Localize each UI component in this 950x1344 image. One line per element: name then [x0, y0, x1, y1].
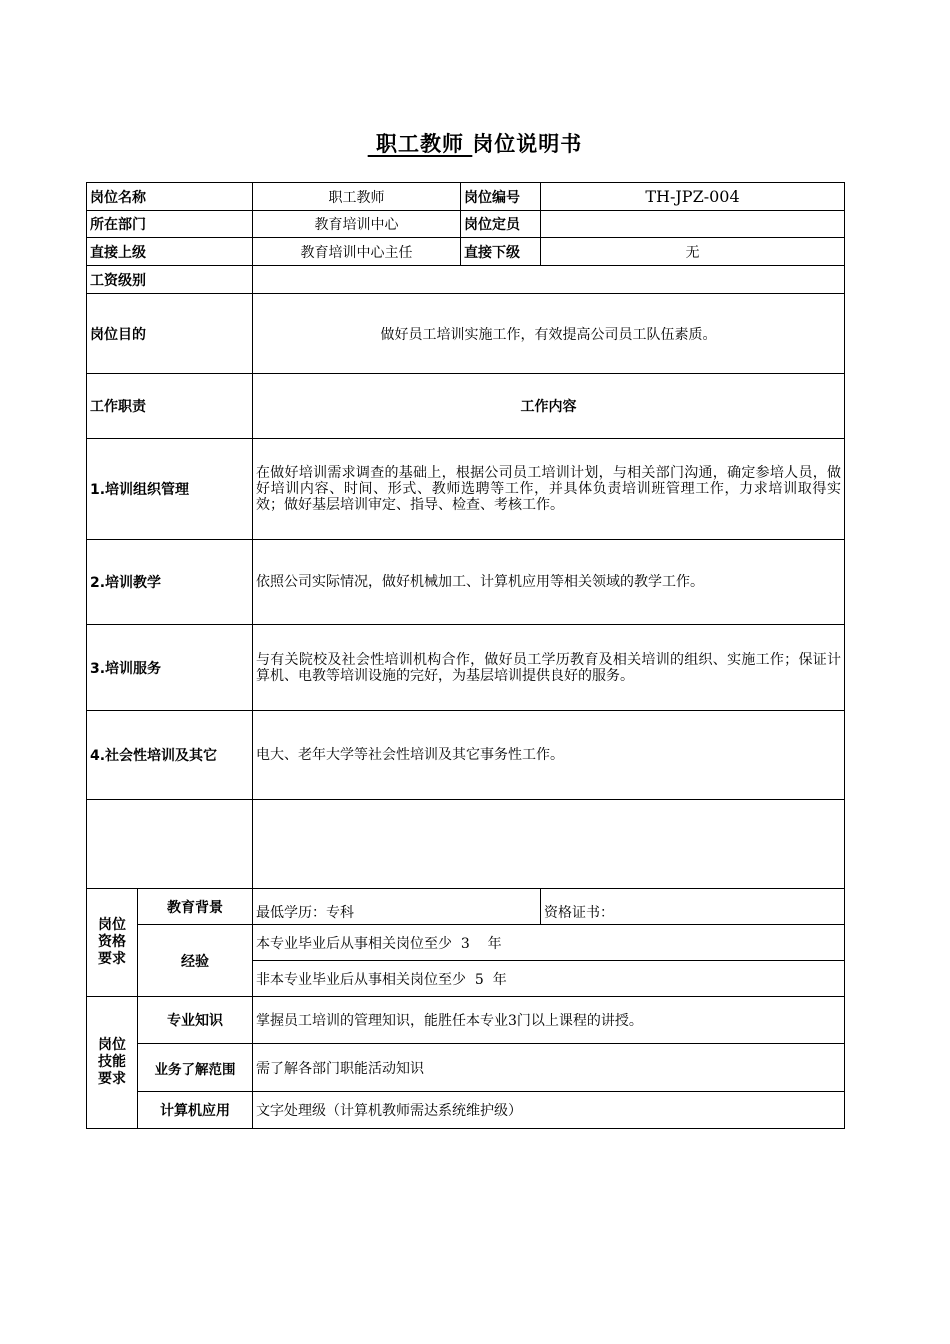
row-job-name [87, 183, 845, 211]
empty-row [87, 800, 845, 889]
duty-row [87, 625, 845, 711]
empty-cell [87, 800, 253, 889]
job-name-value: 职工教师 [253, 183, 461, 211]
superior-value: 教育培训中心主任 [253, 238, 461, 266]
experience-label: 经验 [138, 925, 253, 997]
content-label: 工作内容 [253, 374, 845, 439]
duty-name: 1.培训组织管理 [87, 439, 253, 540]
row-salary [87, 266, 845, 294]
duty-text: 在做好培训需求调查的基础上，根据公司员工培训计划，与相关部门沟通，确定参培人员，做好培训内容、时间、形式、教师选聘等工作，并具体负责培训班管理工作，力求培训取得实效；做好基层培训审定、指导、检查、考核工作。 [253, 439, 845, 540]
certificate-value: 资格证书： [541, 889, 845, 925]
duty-row [87, 540, 845, 625]
subordinate-value: 无 [541, 238, 845, 266]
title-suffix: 岗位说明书 [472, 132, 583, 156]
knowledge-value: 掌握员工培训的管理知识，能胜任本专业3门以上课程的讲授。 [253, 997, 845, 1044]
row-duties-header [87, 374, 845, 439]
row-education [87, 889, 845, 925]
computer-label: 计算机应用 [138, 1092, 253, 1129]
row-experience-1 [87, 925, 845, 961]
skills-group-label: 岗位 技能 要求 [87, 997, 138, 1129]
superior-label: 直接上级 [87, 238, 253, 266]
row-computer [87, 1092, 845, 1129]
duties-label: 工作职责 [87, 374, 253, 439]
job-code-value: TH-JPZ-004 [541, 183, 845, 211]
scope-label: 业务了解范围 [138, 1044, 253, 1092]
title-job-name: 职工教师 [376, 132, 464, 156]
dept-label: 所在部门 [87, 211, 253, 238]
page-title [0, 128, 950, 158]
duty-text: 依照公司实际情况，做好机械加工、计算机应用等相关领域的教学工作。 [253, 540, 845, 625]
duty-text: 电大、老年大学等社会性培训及其它事务性工作。 [253, 711, 845, 800]
job-name-label: 岗位名称 [87, 183, 253, 211]
duty-row [87, 711, 845, 800]
experience-value-1: 本专业毕业后从事相关岗位至少 3 年 [253, 925, 845, 961]
computer-value: 文字处理级（计算机教师需达系统维护级） [253, 1092, 845, 1129]
duty-row [87, 439, 845, 540]
row-purpose [87, 294, 845, 374]
headcount-value [541, 211, 845, 238]
empty-cell [253, 800, 845, 889]
row-superior [87, 238, 845, 266]
job-description-table [86, 182, 845, 1129]
duty-name: 4.社会性培训及其它 [87, 711, 253, 800]
row-dept [87, 211, 845, 238]
education-value: 最低学历：专科 [253, 889, 541, 925]
subordinate-label: 直接下级 [461, 238, 541, 266]
purpose-text: 做好员工培训实施工作，有效提高公司员工队伍素质。 [253, 294, 845, 374]
salary-value [253, 266, 845, 294]
qualification-group-label: 岗位 资格 要求 [87, 889, 138, 997]
headcount-label: 岗位定员 [461, 211, 541, 238]
dept-value: 教育培训中心 [253, 211, 461, 238]
row-knowledge [87, 997, 845, 1044]
scope-value: 需了解各部门职能活动知识 [253, 1044, 845, 1092]
job-code-label: 岗位编号 [461, 183, 541, 211]
purpose-label: 岗位目的 [87, 294, 253, 374]
salary-label: 工资级别 [87, 266, 253, 294]
duty-name: 3.培训服务 [87, 625, 253, 711]
row-scope [87, 1044, 845, 1092]
education-label: 教育背景 [138, 889, 253, 925]
experience-value-2: 非本专业毕业后从事相关岗位至少 5 年 [253, 961, 845, 997]
duty-text: 与有关院校及社会性培训机构合作，做好员工学历教育及相关培训的组织、实施工作；保证计算机、电教等培训设施的完好，为基层培训提供良好的服务。 [253, 625, 845, 711]
duty-name: 2.培训教学 [87, 540, 253, 625]
knowledge-label: 专业知识 [138, 997, 253, 1044]
